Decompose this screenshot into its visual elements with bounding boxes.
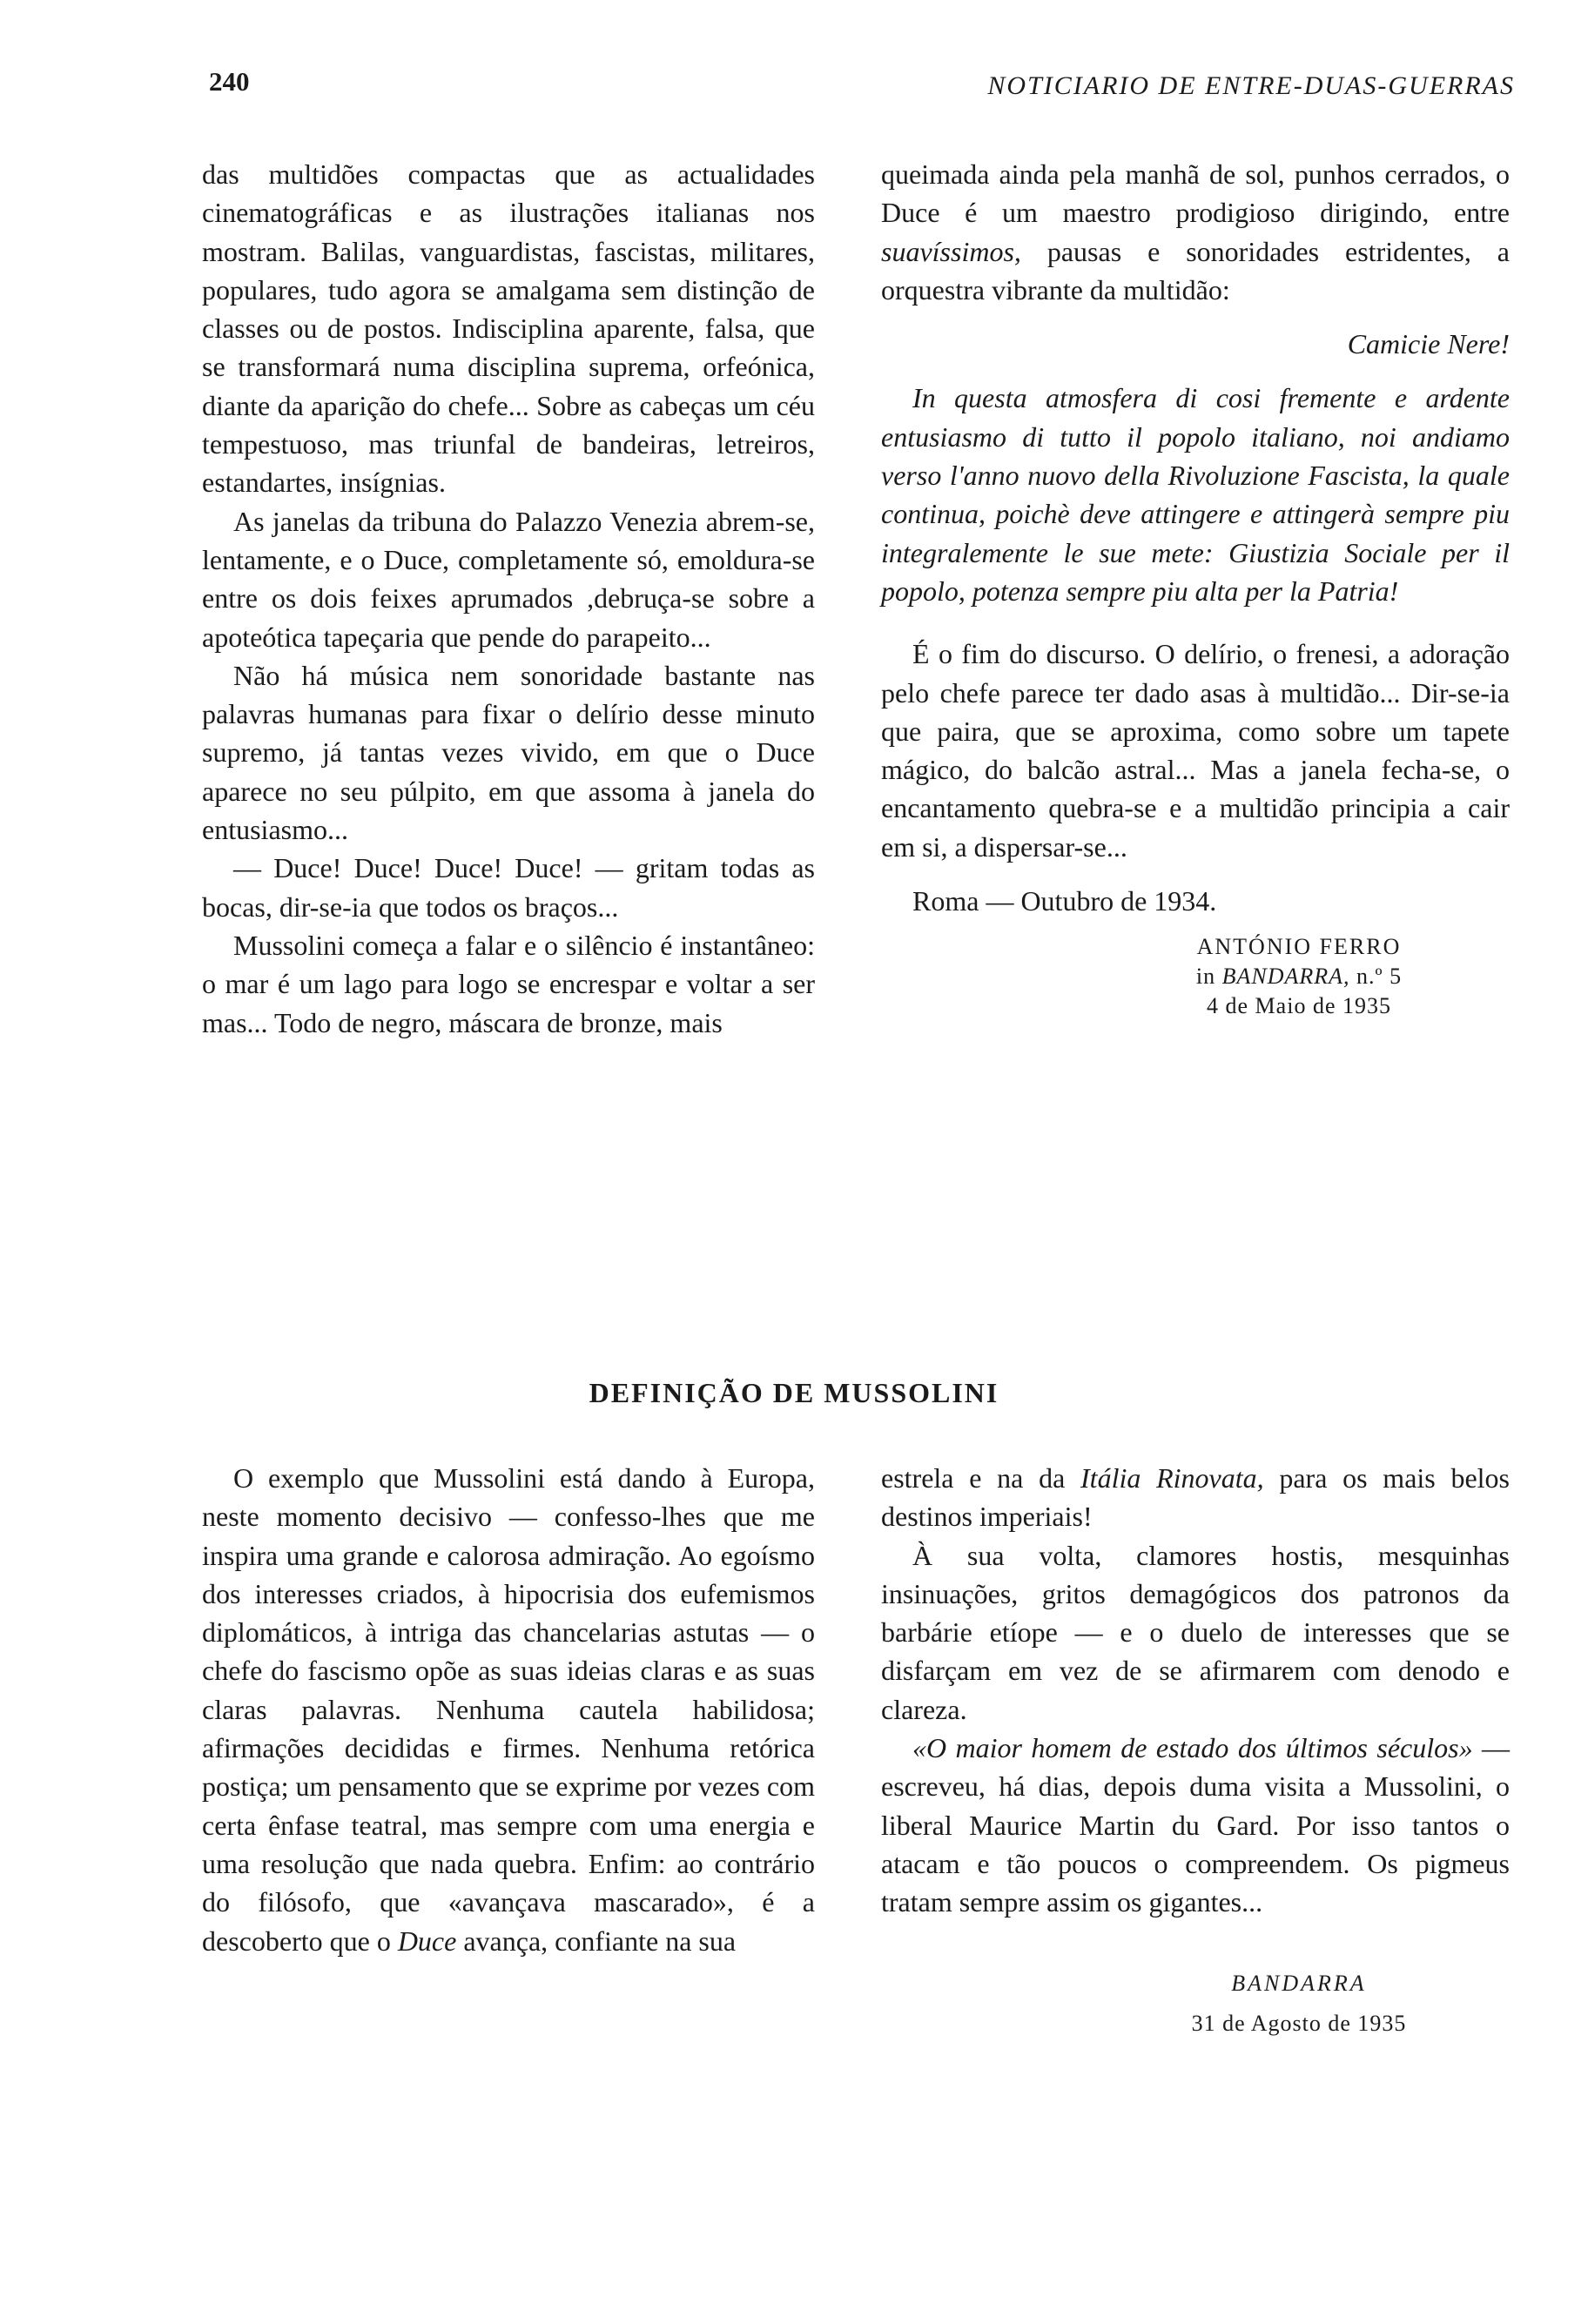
- paragraph: As janelas da tribuna do Palazzo Venezia abrem-se, lentamente, e o Duce, completamente só, emoldura-se entre os dois feixes aprumados ,debruça-se sobre a apoteótica tapeçaria que pende do parapeito...: [202, 505, 815, 653]
- spacer: [881, 866, 1510, 882]
- paragraph: À sua volta, clamores hostis, mesquinhas insinuações, gritos demagógicos dos patronos da barbárie etíope — e o duelo de interesses que se disfarçam em vez de se afirmarem com denodo e clareza.: [881, 1539, 1510, 1725]
- paragraph: [881, 1729, 1510, 1921]
- paragraph: — Duce! Duce! Duce! Duce! — gritam todas as bocas, dir-se-ia que todos os braços...: [202, 852, 815, 923]
- text-run: para os mais belos destinos imperiais!: [881, 1462, 1511, 1533]
- source-name: BANDARRA,: [1221, 964, 1350, 990]
- paragraph: [202, 1459, 815, 1960]
- paragraph: É o fim do discurso. O delírio, o frenesi, a adoração pelo chefe parece ter dado asas à multidão... Dir-se-ia que paira, que se aproxima, como sobre um tapete mágico, do balcão astral... Mas a janela fecha-se, o encantamento quebra-se e a multidão principia a cair em si, a dispersar-se...: [881, 638, 1510, 863]
- italic-phrase: Itália Rinovata,: [1080, 1462, 1264, 1494]
- spacer: [881, 610, 1510, 635]
- source-citation: [1142, 962, 1456, 991]
- text-run: n.º 5: [1349, 964, 1403, 990]
- italic-word: Duce: [397, 1924, 457, 1957]
- signature-block: [1142, 932, 1456, 1021]
- text-run: estrela e na da: [881, 1462, 1081, 1494]
- signature-block: [1142, 1969, 1456, 2039]
- source-date: 4 de Maio de 1935: [1207, 993, 1391, 1019]
- source-date: 31 de Agosto de 1935: [1191, 2010, 1407, 2036]
- running-title: NOTICIARIO DE ENTRE-DUAS-GUERRAS: [987, 71, 1515, 100]
- text-run: in: [1195, 964, 1222, 990]
- section-title: DEFINIÇÃO DE MUSSOLINI: [589, 1377, 999, 1408]
- dateline: Roma — Outubro de 1934.: [912, 885, 1217, 917]
- paragraph: Não há música nem sonoridade bastante nas palavras humanas para fixar o delírio desse minuto supremo, já tantas vezes vivido, em que o Duce aparece no seu púlpito, em que assoma à janela do entusiasmo...: [202, 659, 815, 846]
- paragraph: [881, 1459, 1510, 1536]
- article2-left-column: [202, 1459, 815, 1960]
- paragraph: Mussolini começa a falar e o silêncio é instantâneo: o mar é um lago para logo se encrespar e voltar a ser mas... Todo de negro, máscara de bronze, mais: [202, 929, 815, 1038]
- text-run: queimada ainda pela manhã de sol, punhos cerrados, o Duce é um maestro prodigioso dirigindo, entre: [881, 158, 1510, 229]
- spacer: [881, 309, 1510, 325]
- paragraph: das multidões compactas que as actualidades cinematográficas e as ilustrações italianas nos mostram. Balilas, vanguardistas, fascistas, militares, populares, tudo agora se amalgama sem distinção de classes ou de postos. Indisciplina aparente, falsa, que se transformará numa disciplina suprema, orfeónica, diante da aparição do chefe... Sobre as cabeças um céu tempestuoso, mas triunfal de bandeiras, letreiros, estandartes, insígnias.: [202, 158, 815, 499]
- article1-left-column: [202, 155, 815, 1042]
- paragraph: [881, 155, 1510, 309]
- author-name: ANTÓNIO FERRO: [1196, 934, 1402, 960]
- text-run: pausas e sonoridades estridentes, a orquestra vibrante da multidão:: [881, 235, 1510, 306]
- italic-word: suavíssimos,: [881, 235, 1021, 267]
- text-run: — escreveu, há dias, depois duma visita a Mussolini, o liberal Maurice Martin du Gard. Por isso tantos o atacam e tão poucos o compreendem. Os pigmeus tratam sempre assim os gigantes...: [881, 1732, 1510, 1918]
- text-run: O exemplo que Mussolini está dando à Europa, neste momento decisivo — confesso-lhes que me inspira uma grande e calorosa admiração. Ao egoísmo dos interesses criados, à hipocrisia dos eufemismos diplomáticos, à intriga das chancelarias astutas — o chefe do fascismo opõe as suas ideias claras e as suas claras palavras. Nenhuma cautela habilidosa; afirmações decididas e firmes. Nenhuma retórica postiça; um pensamento que se exprime por vezes com certa ênfase teatral, mas sempre com uma energia e uma resolução que nada quebra. Enfim: ao contrário do filósofo, que «avançava mascarado», é a descoberto que o: [202, 1462, 815, 1957]
- italian-quote: In questa atmosfera di cosi fremente e ardente entusiasmo di tutto il popolo italiano, noi andiamo verso l'anno nuovo della Rivoluzione Fascista, la quale continua, poichè deve attingere e attingerà sempre piu integralemente le sue mete: Giustizia Sociale per il popolo, potenza sempre piu alta per la Patria!: [881, 382, 1510, 607]
- text-run: avança, confiante na sua: [456, 1924, 737, 1957]
- exclamation: Camicie Nere!: [1347, 328, 1510, 360]
- italic-quote: «O maior homem de estado dos últimos séculos»: [912, 1732, 1473, 1764]
- article2-right-column: [881, 1459, 1510, 2039]
- article1-right-column: [881, 155, 1510, 1021]
- source-name: BANDARRA: [1231, 1970, 1367, 1996]
- page-number: 240: [209, 66, 250, 97]
- spacer: [881, 363, 1510, 379]
